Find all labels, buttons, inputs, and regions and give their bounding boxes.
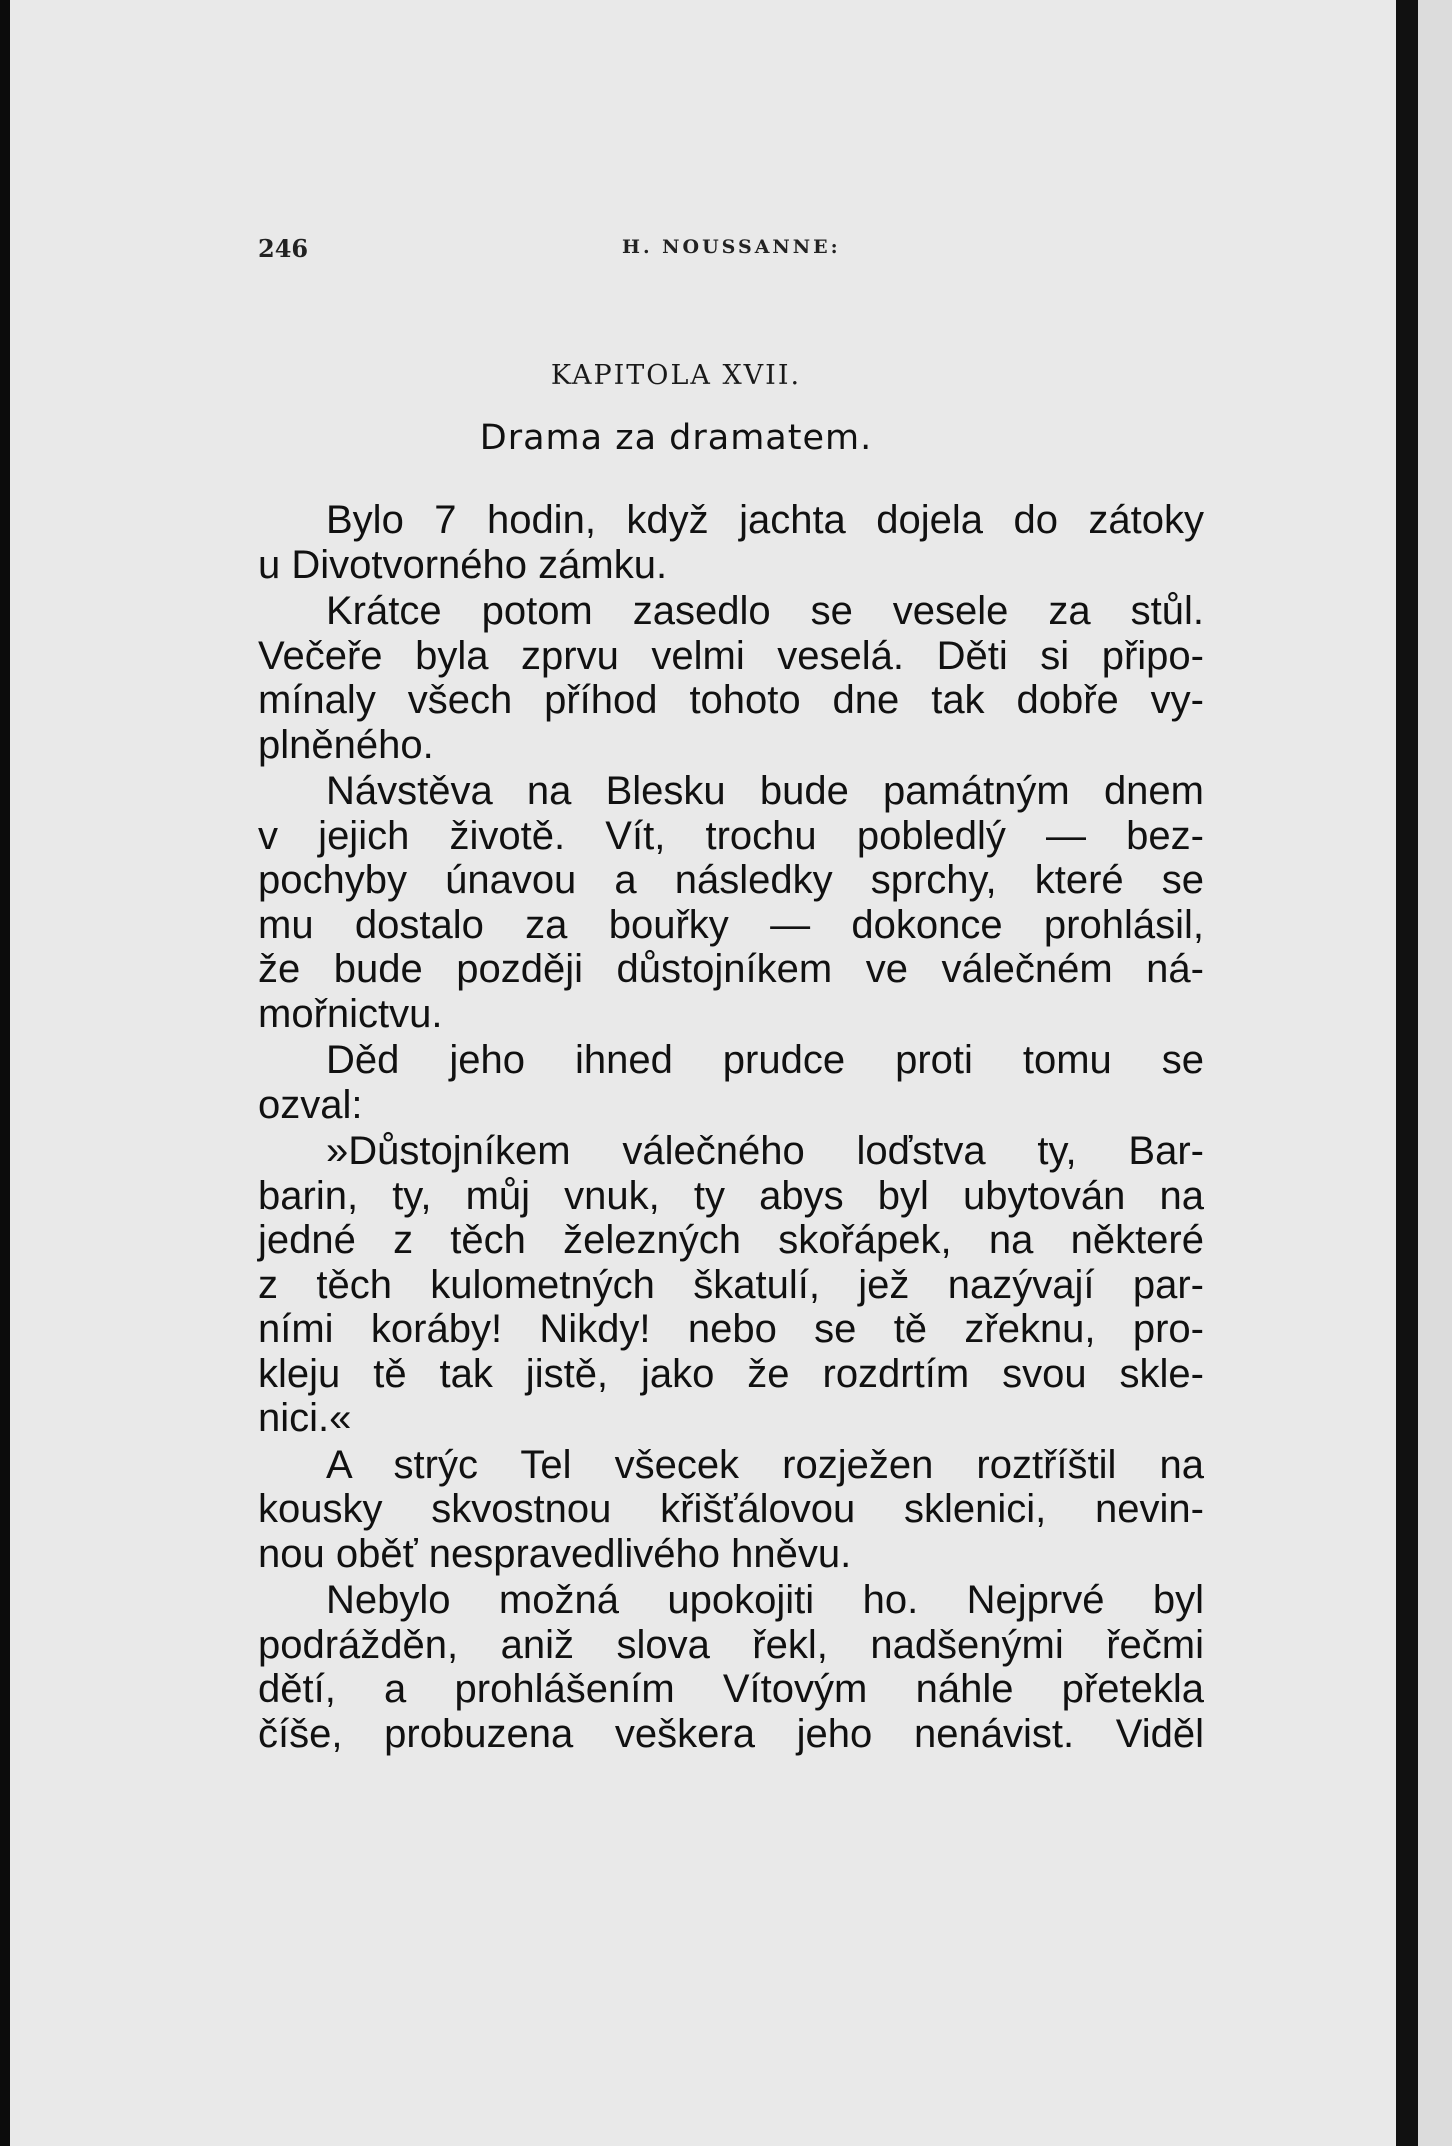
text-line: Bylo 7 hodin, když jachta dojela do zátoky bbox=[326, 498, 1204, 542]
chapter-title: Drama za dramatem. bbox=[479, 418, 873, 458]
text-line: Večeře byla zprvu velmi veselá. Děti si připo- bbox=[258, 633, 1204, 678]
text-line: mínaly všech příhod tohoto dne tak dobře vy- bbox=[258, 678, 1204, 722]
paragraph bbox=[258, 498, 1204, 587]
text-line: mu dostalo za bouřky — dokonce prohlásil, bbox=[258, 902, 1204, 947]
text-line: z těch kulometných škatulí, jež nazývají par- bbox=[258, 1262, 1204, 1307]
page-edge-shadow bbox=[1396, 0, 1418, 2146]
text-line: pochyby únavou a následky sprchy, které se bbox=[258, 858, 1204, 902]
text-line: ozval: bbox=[258, 1082, 363, 1127]
text-line: Návstěva na Blesku bude památným dnem bbox=[326, 769, 1204, 813]
text-line: kousky skvostnou křišťálovou sklenici, nevin- bbox=[258, 1487, 1204, 1531]
text-line: v jejich životě. Vít, trochu pobledlý — bez- bbox=[258, 813, 1204, 858]
text-line: jedné z těch železných skořápek, na některé bbox=[258, 1218, 1204, 1262]
paragraph bbox=[258, 769, 1204, 1036]
text-line: Nebylo možná upokojiti ho. Nejprvé byl bbox=[326, 1578, 1204, 1622]
text-line: že bude později důstojníkem ve válečném ná- bbox=[258, 947, 1204, 991]
page-number: 246 bbox=[258, 234, 309, 263]
paragraph bbox=[258, 1129, 1204, 1441]
paragraph bbox=[258, 1443, 1204, 1577]
text-line: ními koráby! Nikdy! nebo se tě zřeknu, pro- bbox=[258, 1307, 1204, 1351]
text-line: A strýc Tel všecek rozježen roztříštil na bbox=[326, 1442, 1204, 1487]
paragraph bbox=[258, 1038, 1204, 1127]
text-line: podrážděn, aniž slova řekl, nadšenými řečmi bbox=[258, 1622, 1204, 1667]
body-text bbox=[258, 498, 1204, 1758]
text-line: nici.« bbox=[258, 1396, 352, 1440]
chapter-label: KAPITOLA XVII. bbox=[550, 360, 802, 391]
text-line: u Divotvorného zámku. bbox=[258, 542, 668, 587]
text-line: »Důstojníkem válečného loďstva ty, Bar- bbox=[326, 1129, 1204, 1173]
text-line: číše, probuzena veškera jeho nenávist. Viděl bbox=[258, 1711, 1204, 1756]
text-line: kleju tě tak jistě, jako že rozdrtím svou skle- bbox=[258, 1351, 1204, 1396]
running-header bbox=[258, 234, 1208, 264]
text-line: mořnictvu. bbox=[258, 991, 443, 1036]
running-title: H. NOUSSANNE: bbox=[622, 236, 841, 258]
text-line: dětí, a prohlášením Vítovým náhle přetekla bbox=[258, 1667, 1204, 1711]
paragraph bbox=[258, 1578, 1204, 1756]
chapter-label-row bbox=[0, 360, 1452, 391]
paragraph bbox=[258, 589, 1204, 767]
text-line: plněného. bbox=[258, 722, 434, 767]
text-line: Děd jeho ihned prudce proti tomu se bbox=[326, 1038, 1204, 1082]
text-line: barin, ty, můj vnuk, ty abys byl ubytován na bbox=[258, 1173, 1204, 1218]
chapter-title-row bbox=[0, 418, 1452, 458]
text-line: nou oběť nespravedlivého hněvu. bbox=[258, 1531, 852, 1576]
text-line: Krátce potom zasedlo se vesele za stůl. bbox=[326, 589, 1204, 633]
next-page-edge bbox=[1418, 0, 1452, 2146]
